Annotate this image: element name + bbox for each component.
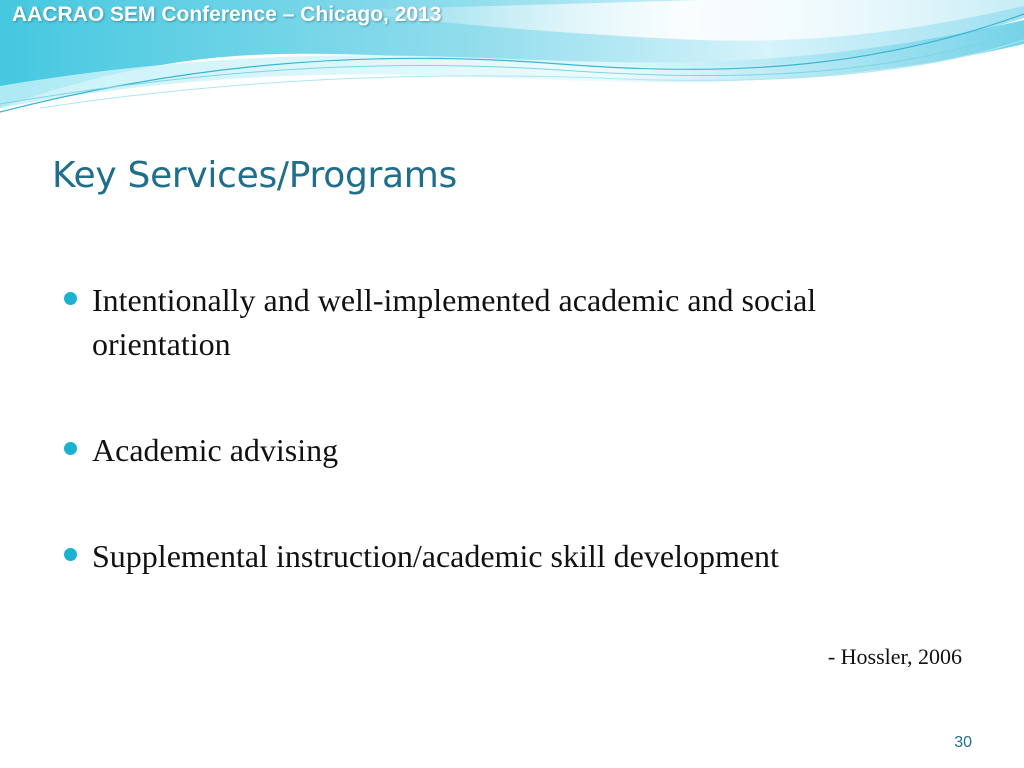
bullet-dot-icon [64, 442, 77, 455]
conference-title: AACRAO SEM Conference – Chicago, 2013 [12, 3, 442, 26]
bullet-dot-icon [64, 548, 77, 561]
bullet-item [62, 428, 962, 472]
bullet-item [62, 534, 962, 578]
page-number: 30 [954, 734, 972, 751]
citation: - Hossler, 2006 [827, 644, 962, 669]
bullet-text: Supplemental instruction/academic skill development [92, 538, 779, 574]
bullet-item [62, 278, 962, 366]
slide-title: Key Services/Programs [52, 155, 457, 196]
bullet-list [62, 278, 962, 578]
bullet-dot-icon [64, 292, 77, 305]
bullet-text: Academic advising [92, 432, 339, 468]
bullet-text: Intentionally and well-implemented academic and social orientation [92, 282, 817, 362]
